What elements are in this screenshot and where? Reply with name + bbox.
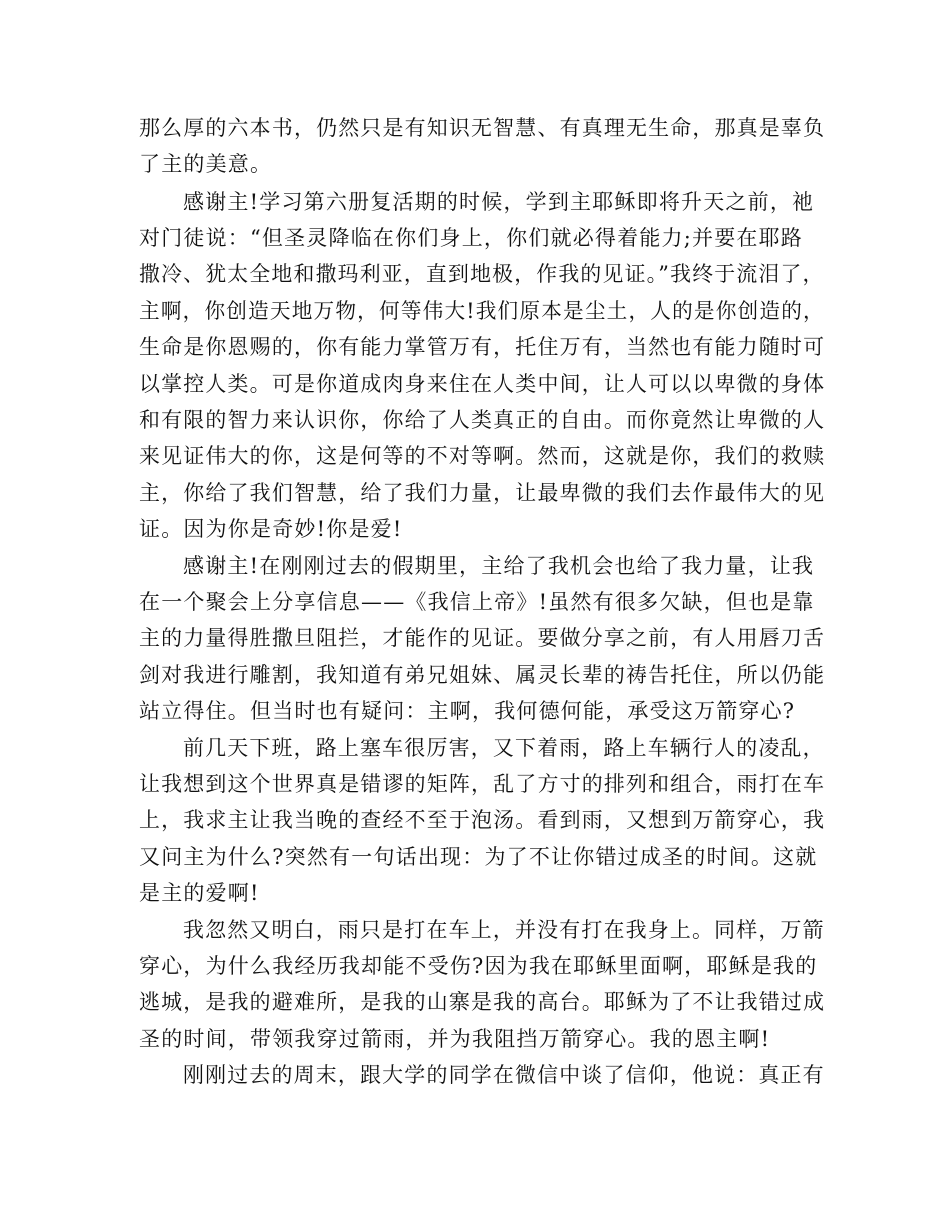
text-line: 和有限的智力来认识你，你给了人类真正的自由。而你竟然让卑微的人 bbox=[139, 408, 826, 432]
text-line: 在一个聚会上分享信息——《我信上帝》!虽然有很多欠缺，但也是靠 bbox=[139, 590, 815, 614]
text-line: 让我想到这个世界真是错谬的矩阵，乱了方寸的排列和组合，雨打在车 bbox=[139, 772, 826, 796]
text-line: 逃城，是我的避难所，是我的山寨是我的高台。耶稣为了不让我错过成 bbox=[139, 990, 826, 1014]
paragraph-start-line: 感谢主!在刚刚过去的假期里，主给了我机会也给了我力量，让我 bbox=[183, 554, 815, 578]
text-line: 圣的时间，带领我穿过箭雨，并为我阻挡万箭穿心。我的恩主啊! bbox=[139, 1027, 771, 1051]
text-line: 那么厚的六本书，仍然只是有知识无智慧、有真理无生命，那真是辜负 bbox=[139, 116, 826, 140]
text-line: 证。因为你是奇妙!你是爱! bbox=[139, 517, 403, 541]
paragraph-start-line: 感谢主!学习第六册复活期的时候，学到主耶稣即将升天之前，祂 bbox=[183, 190, 815, 214]
paragraph-start-line: 我忽然又明白，雨只是打在车上，并没有打在我身上。同样，万箭 bbox=[183, 918, 825, 942]
text-line: 生命是你恩赐的，你有能力掌管万有，托住万有，当然也有能力随时可 bbox=[139, 335, 826, 359]
text-line: 站立得住。但当时也有疑问：主啊，我何德何能，承受这万箭穿心? bbox=[139, 699, 796, 723]
text-line: 剑对我进行雕割，我知道有弟兄姐妹、属灵长辈的祷告托住，所以仍能 bbox=[139, 663, 826, 687]
text-line: 主啊，你创造天地万物，何等伟大!我们原本是尘土，人的是你创造的， bbox=[139, 299, 825, 323]
text-line: 以掌控人类。可是你道成肉身来住在人类中间，让人可以以卑微的身体 bbox=[139, 372, 826, 396]
text-line: 对门徒说：“但圣灵降临在你们身上，你们就必得着能力;并要在耶路 bbox=[139, 226, 804, 250]
text-line: 了主的美意。 bbox=[139, 152, 273, 176]
text-line: 来见证伟大的你，这是何等的不对等啊。然而，这就是你，我们的救赎 bbox=[139, 444, 826, 468]
text-line: 是主的爱啊! bbox=[139, 881, 260, 905]
text-line: 又问主为什么?突然有一句话出现：为了不让你错过成圣的时间。这就 bbox=[139, 845, 818, 869]
text-line: 主的力量得胜撒旦阻拦，才能作的见证。要做分享之前，有人用唇刀舌 bbox=[139, 626, 826, 650]
text-line: 主，你给了我们智慧，给了我们力量，让最卑微的我们去作最伟大的见 bbox=[139, 481, 826, 505]
paragraph-start-line: 前几天下班，路上塞车很厉害，又下着雨，路上车辆行人的凌乱， bbox=[183, 736, 825, 760]
text-line: 撒冷、犹太全地和撒玛利亚，直到地极，作我的见证。”我终于流泪了， bbox=[139, 262, 825, 286]
text-line: 穿心，为什么我经历我却能不受伤?因为我在耶稣里面啊，耶稣是我的 bbox=[139, 954, 818, 978]
paragraph-start-line: 刚刚过去的周末，跟大学的同学在微信中谈了信仰，他说：真正有 bbox=[183, 1063, 825, 1087]
text-line: 上，我求主让我当晚的查经不至于泡汤。看到雨，又想到万箭穿心，我 bbox=[139, 808, 826, 832]
